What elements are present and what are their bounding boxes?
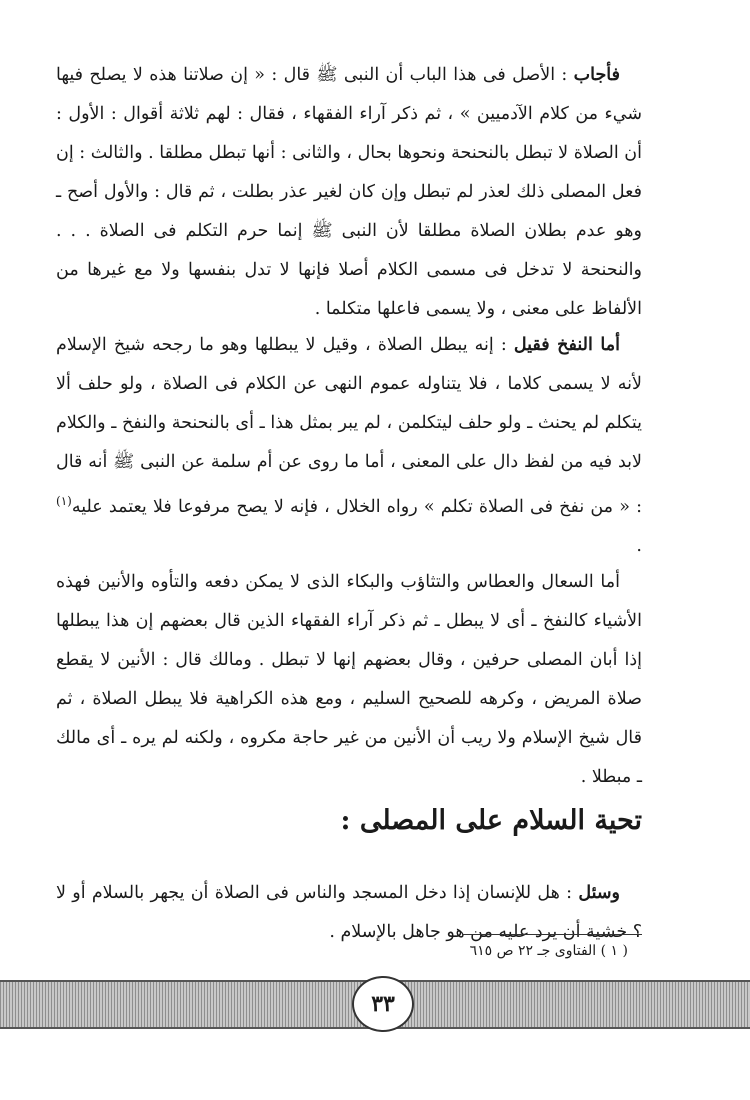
paragraph-lead: أما النفخ فقيل	[513, 335, 620, 355]
paragraph-body: : الأصل فى هذا الباب أن النبى ﷺ قال : « إن صلاتنا هذه لا يصلح فيها شيء من كلام الآدميين » ، ثم ذكر آراء الفقهاء ، فقال : لهم ثلاثة أقوال : الأول : أن الصلاة لا تبطل بالنحنحة ونحوها بحال ، والثانى : أنها تبطل مطلقا . والثالث : إن فعل المصلى ذلك لعذر لم تبطل وإن كان لغير عذر بطلت ، ثم قال : والأول أصح ـ وهو عدم بطلان الصلاة مطلقا لأن النبى ﷺ إنما حرم التكلم فى الصلاة . . . والنحنحة لا تدخل فى مسمى الكلام أصلا فإنها لا تدل بنفسها ولا مع غيرها من الألفاظ على معنى ، ولا يسمى فاعلها متكلما .	[56, 65, 642, 319]
page-number: ٣٣	[352, 976, 414, 1032]
paragraph-tail: .	[636, 535, 642, 556]
paragraph-body: : هل للإنسان إذا دخل المسجد والناس فى الصلاة أن يجهر بالسلام أو لا ؟ خشية أن يرد عليه من هو جاهل بالإسلام .	[56, 883, 642, 942]
paragraph-text	[56, 56, 642, 329]
paragraph-coughing	[56, 563, 642, 797]
footnote-reference[interactable]: (١)	[56, 494, 72, 508]
paragraph-answer	[56, 56, 642, 329]
paragraph-blowing	[56, 326, 642, 566]
paragraph-body: : إنه يبطل الصلاة ، وقيل لا يبطلها وهو ما رجحه شيخ الإسلام لأنه لا يسمى كلاما ، فلا يتناوله عموم النهى عن الكلام فى الصلاة ، ولو حلف ألا يتكلم لم يحنث ـ ولو حلف ليتكلمن ، لم يبر بمثل هذا ـ أى بالنحنحة والنفخ ـ والكلام لابد فيه من لفظ دال على المعنى ، أما ما روى عن أم سلمة عن النبى ﷺ أنه قال : « من نفخ فى الصلاة تكلم » رواه الخلال ، فإنه لا يصح مرفوعا فلا يعتمد عليه	[56, 335, 642, 517]
paragraph-body: أما السعال والعطاس والتثاؤب والبكاء الذى لا يمكن دفعه والتأوه والأنين فهذه الأشياء كالنفخ ـ أى لا يبطل ـ ثم ذكر آراء الفقهاء الذين قال بعضهم إن هذا يبطلها إذا أبان المصلى حرفين ، وقال بعضهم إنها لا تبطل . ومالك قال : الأنين لا يقطع صلاة المريض ، وكرهه للصحيح السليم ، ومع هذه الكراهية فلا يبطل الصلاة ، ثم قال شيخ الإسلام ولا ريب أن الأنين من غير حاجة مكروه ، ولكنه لم يره ـ أى مالك ـ مبطلا .	[56, 572, 642, 787]
section-heading: تحية السلام على المصلى :	[340, 805, 642, 836]
paragraph-lead: وسئل	[578, 883, 620, 903]
paragraph-text	[56, 563, 642, 797]
paragraph-lead: فأجاب	[573, 65, 620, 85]
paragraph-text	[56, 326, 642, 566]
footnote: ( ١ ) الفتاوى جـ ٢٢ ص ٦١٥	[469, 943, 628, 959]
footnote-divider	[462, 934, 642, 935]
